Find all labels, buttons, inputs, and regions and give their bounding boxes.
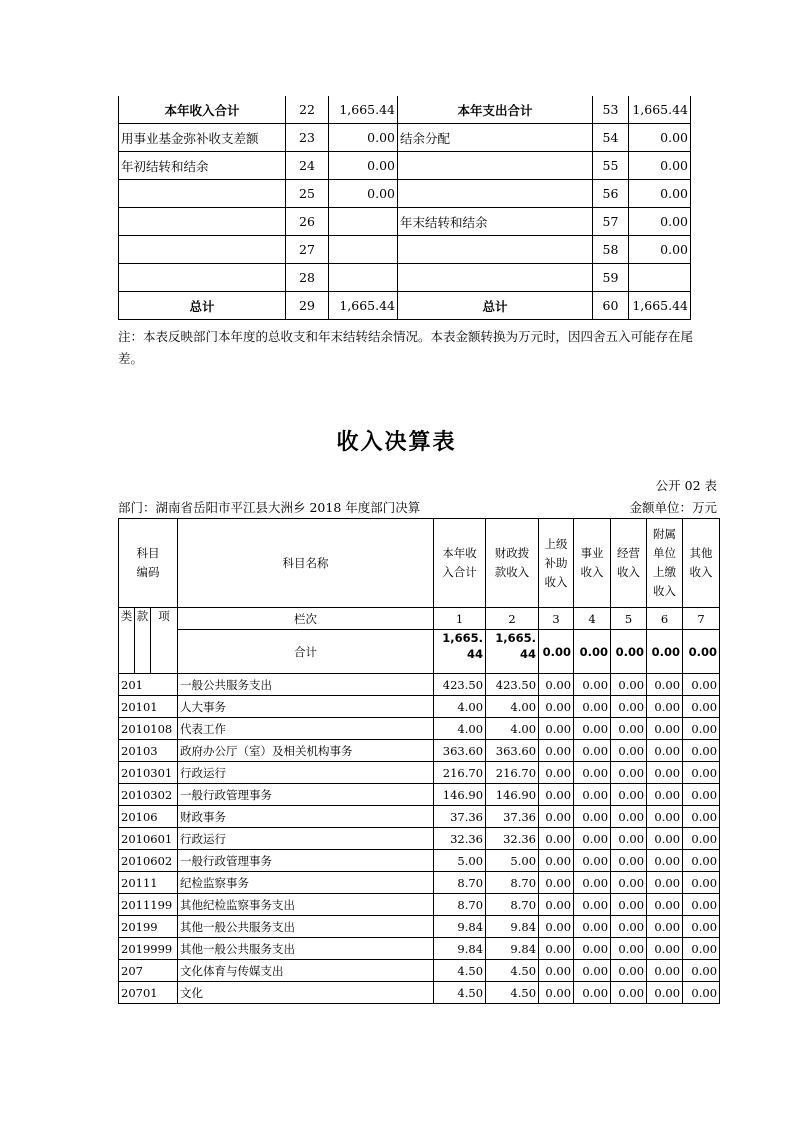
amount-cell: 0.00 bbox=[611, 982, 647, 1004]
amount-cell: 0.00 bbox=[647, 718, 683, 740]
expense-item bbox=[398, 180, 593, 208]
income-item: 本年收入合计 bbox=[119, 96, 286, 124]
col-num: 5 bbox=[611, 608, 647, 630]
header-col-5: 经营收入 bbox=[611, 519, 647, 608]
amount-cell: 0.00 bbox=[611, 696, 647, 718]
amount-cell: 0.00 bbox=[574, 762, 611, 784]
amount-cell: 0.00 bbox=[683, 718, 720, 740]
amount-cell: 4.00 bbox=[434, 718, 486, 740]
expense-item bbox=[398, 264, 593, 292]
amount-cell: 0.00 bbox=[647, 850, 683, 872]
amount-cell: 0.00 bbox=[574, 894, 611, 916]
summary-note: 注：本表反映部门本年度的总收支和年末结转结余情况。本表金额转换为万元时，因四舍五入可能存在尾差。 bbox=[118, 329, 694, 366]
form-number: 公开 02 表 bbox=[655, 478, 717, 493]
amount-cell: 0.00 bbox=[539, 894, 574, 916]
line-number: 24 bbox=[286, 152, 329, 180]
subject-name: 文化体育与传媒支出 bbox=[178, 960, 434, 982]
table-row bbox=[119, 718, 720, 740]
amount-cell: 0.00 bbox=[683, 696, 720, 718]
table-row bbox=[119, 740, 720, 762]
line-number: 55 bbox=[593, 152, 629, 180]
amount-cell: 0.00 bbox=[539, 982, 574, 1004]
amount-cell: 216.70 bbox=[486, 762, 539, 784]
subject-code: 2010602 bbox=[119, 850, 178, 872]
amount-cell: 4.00 bbox=[486, 718, 539, 740]
subject-name: 一般行政管理事务 bbox=[178, 784, 434, 806]
table-row bbox=[119, 784, 720, 806]
amount-cell: 0.00 bbox=[539, 762, 574, 784]
amount-cell: 0.00 bbox=[574, 938, 611, 960]
amount-cell: 5.00 bbox=[434, 850, 486, 872]
expense-value: 0.00 bbox=[629, 208, 691, 236]
subject-code: 207 bbox=[119, 960, 178, 982]
subject-name: 一般行政管理事务 bbox=[178, 850, 434, 872]
header-xiang: 项 bbox=[151, 608, 178, 674]
amount-cell: 0.00 bbox=[611, 674, 647, 696]
expense-value: 1,665.44 bbox=[629, 96, 691, 124]
amount-cell: 37.36 bbox=[486, 806, 539, 828]
header-lanci: 栏次 bbox=[178, 608, 434, 630]
subject-code: 20101 bbox=[119, 696, 178, 718]
amount-cell: 0.00 bbox=[647, 916, 683, 938]
header-col-6: 附属单位上缴收入 bbox=[647, 519, 683, 608]
col-num: 7 bbox=[683, 608, 720, 630]
summary-row bbox=[119, 180, 691, 208]
amount-cell: 0.00 bbox=[683, 982, 720, 1004]
income-value: 0.00 bbox=[329, 152, 398, 180]
subject-code: 20103 bbox=[119, 740, 178, 762]
line-number: 25 bbox=[286, 180, 329, 208]
amount-cell: 0.00 bbox=[611, 872, 647, 894]
subject-name: 政府办公厅（室）及相关机构事务 bbox=[178, 740, 434, 762]
amount-cell: 216.70 bbox=[434, 762, 486, 784]
header-col-7: 其他收入 bbox=[683, 519, 720, 608]
expense-value: 1,665.44 bbox=[629, 292, 691, 320]
amount-cell: 0.00 bbox=[683, 938, 720, 960]
line-number: 56 bbox=[593, 180, 629, 208]
amount-cell: 0.00 bbox=[647, 828, 683, 850]
amount-cell: 0.00 bbox=[611, 894, 647, 916]
total-value: 0.00 bbox=[647, 630, 683, 674]
line-number: 23 bbox=[286, 124, 329, 152]
amount-cell: 0.00 bbox=[611, 938, 647, 960]
expense-value: 0.00 bbox=[629, 236, 691, 264]
amount-cell: 4.50 bbox=[486, 982, 539, 1004]
subject-code: 201 bbox=[119, 674, 178, 696]
table-row bbox=[119, 828, 720, 850]
amount-cell: 0.00 bbox=[683, 762, 720, 784]
amount-cell: 32.36 bbox=[434, 828, 486, 850]
summary-row bbox=[119, 208, 691, 236]
summary-table bbox=[118, 96, 691, 320]
amount-cell: 0.00 bbox=[574, 740, 611, 762]
subject-code: 2019999 bbox=[119, 938, 178, 960]
line-number: 58 bbox=[593, 236, 629, 264]
income-item bbox=[119, 264, 286, 292]
amount-cell: 0.00 bbox=[574, 784, 611, 806]
amount-cell: 0.00 bbox=[574, 960, 611, 982]
summary-row bbox=[119, 152, 691, 180]
amount-cell: 8.70 bbox=[486, 894, 539, 916]
amount-cell: 0.00 bbox=[539, 784, 574, 806]
amount-cell: 0.00 bbox=[647, 674, 683, 696]
expense-value bbox=[629, 264, 691, 292]
amount-cell: 0.00 bbox=[539, 872, 574, 894]
amount-cell: 363.60 bbox=[434, 740, 486, 762]
income-table bbox=[118, 518, 720, 1004]
income-value: 1,665.44 bbox=[329, 292, 398, 320]
subject-code: 2011199 bbox=[119, 894, 178, 916]
header-col-3: 上级补助收入 bbox=[539, 519, 574, 608]
amount-cell: 0.00 bbox=[611, 762, 647, 784]
subject-name: 纪检监察事务 bbox=[178, 872, 434, 894]
summary-row bbox=[119, 96, 691, 124]
table-row bbox=[119, 872, 720, 894]
subject-name: 文化 bbox=[178, 982, 434, 1004]
amount-cell: 0.00 bbox=[539, 718, 574, 740]
amount-cell: 0.00 bbox=[574, 850, 611, 872]
line-number: 57 bbox=[593, 208, 629, 236]
subject-name: 代表工作 bbox=[178, 718, 434, 740]
subject-name: 一般公共服务支出 bbox=[178, 674, 434, 696]
subject-name: 其他一般公共服务支出 bbox=[178, 916, 434, 938]
amount-cell: 0.00 bbox=[683, 850, 720, 872]
amount-cell: 4.50 bbox=[486, 960, 539, 982]
header-col-2: 财政拨款收入 bbox=[486, 519, 539, 608]
table-row bbox=[119, 806, 720, 828]
amount-cell: 363.60 bbox=[486, 740, 539, 762]
amount-cell: 423.50 bbox=[434, 674, 486, 696]
income-item bbox=[119, 208, 286, 236]
subject-name: 其他纪检监察事务支出 bbox=[178, 894, 434, 916]
amount-cell: 8.70 bbox=[486, 872, 539, 894]
col-num: 3 bbox=[539, 608, 574, 630]
page-title: 收入决算表 bbox=[336, 430, 457, 455]
income-value bbox=[329, 264, 398, 292]
subject-code: 20111 bbox=[119, 872, 178, 894]
amount-cell: 0.00 bbox=[611, 828, 647, 850]
amount-cell: 0.00 bbox=[647, 872, 683, 894]
total-value: 0.00 bbox=[539, 630, 574, 674]
income-value: 0.00 bbox=[329, 180, 398, 208]
amount-cell: 0.00 bbox=[539, 938, 574, 960]
subject-code: 2010108 bbox=[119, 718, 178, 740]
income-item: 总计 bbox=[119, 292, 286, 320]
amount-cell: 0.00 bbox=[611, 806, 647, 828]
col-num: 1 bbox=[434, 608, 486, 630]
expense-item bbox=[398, 152, 593, 180]
amount-cell: 0.00 bbox=[647, 960, 683, 982]
amount-cell: 4.00 bbox=[486, 696, 539, 718]
amount-cell: 0.00 bbox=[539, 828, 574, 850]
header-lei: 类 bbox=[119, 608, 135, 674]
unit-label: 金额单位：万元 bbox=[629, 500, 717, 515]
summary-row bbox=[119, 264, 691, 292]
amount-cell: 0.00 bbox=[611, 740, 647, 762]
subject-name: 行政运行 bbox=[178, 828, 434, 850]
expense-item: 总计 bbox=[398, 292, 593, 320]
amount-cell: 0.00 bbox=[683, 828, 720, 850]
amount-cell: 9.84 bbox=[486, 916, 539, 938]
amount-cell: 0.00 bbox=[611, 850, 647, 872]
amount-cell: 0.00 bbox=[539, 674, 574, 696]
amount-cell: 0.00 bbox=[539, 916, 574, 938]
table-row bbox=[119, 960, 720, 982]
table-row bbox=[119, 938, 720, 960]
line-number: 28 bbox=[286, 264, 329, 292]
amount-cell: 0.00 bbox=[574, 872, 611, 894]
subject-code: 20199 bbox=[119, 916, 178, 938]
income-item bbox=[119, 236, 286, 264]
subject-name: 人大事务 bbox=[178, 696, 434, 718]
amount-cell: 423.50 bbox=[486, 674, 539, 696]
subject-code: 2010301 bbox=[119, 762, 178, 784]
table-row bbox=[119, 696, 720, 718]
header-code: 科目编码 bbox=[119, 519, 178, 608]
header-name: 科目名称 bbox=[178, 519, 434, 608]
subject-name: 其他一般公共服务支出 bbox=[178, 938, 434, 960]
expense-value: 0.00 bbox=[629, 152, 691, 180]
amount-cell: 9.84 bbox=[434, 916, 486, 938]
amount-cell: 0.00 bbox=[683, 740, 720, 762]
amount-cell: 0.00 bbox=[611, 960, 647, 982]
subject-name: 行政运行 bbox=[178, 762, 434, 784]
line-number: 60 bbox=[593, 292, 629, 320]
amount-cell: 32.36 bbox=[486, 828, 539, 850]
income-value: 1,665.44 bbox=[329, 96, 398, 124]
table-row bbox=[119, 982, 720, 1004]
amount-cell: 0.00 bbox=[574, 982, 611, 1004]
income-item bbox=[119, 180, 286, 208]
table-row bbox=[119, 674, 720, 696]
expense-item: 年末结转和结余 bbox=[398, 208, 593, 236]
summary-row bbox=[119, 124, 691, 152]
amount-cell: 0.00 bbox=[683, 674, 720, 696]
amount-cell: 4.50 bbox=[434, 960, 486, 982]
amount-cell: 0.00 bbox=[683, 806, 720, 828]
amount-cell: 0.00 bbox=[574, 696, 611, 718]
total-value: 0.00 bbox=[574, 630, 611, 674]
table-row bbox=[119, 850, 720, 872]
amount-cell: 146.90 bbox=[486, 784, 539, 806]
amount-cell: 0.00 bbox=[574, 674, 611, 696]
line-number: 59 bbox=[593, 264, 629, 292]
col-num: 2 bbox=[486, 608, 539, 630]
line-number: 54 bbox=[593, 124, 629, 152]
expense-item: 结余分配 bbox=[398, 124, 593, 152]
department-label: 部门：湖南省岳阳市平江县大洲乡 2018 年度部门决算 bbox=[118, 500, 421, 515]
subject-code: 2010601 bbox=[119, 828, 178, 850]
line-number: 26 bbox=[286, 208, 329, 236]
header-col-1: 本年收入合计 bbox=[434, 519, 486, 608]
amount-cell: 0.00 bbox=[574, 806, 611, 828]
line-number: 29 bbox=[286, 292, 329, 320]
income-item: 用事业基金弥补收支差额 bbox=[119, 124, 286, 152]
amount-cell: 4.00 bbox=[434, 696, 486, 718]
amount-cell: 0.00 bbox=[539, 806, 574, 828]
col-num: 4 bbox=[574, 608, 611, 630]
expense-item: 本年支出合计 bbox=[398, 96, 593, 124]
subject-name: 财政事务 bbox=[178, 806, 434, 828]
income-value bbox=[329, 208, 398, 236]
amount-cell: 0.00 bbox=[647, 784, 683, 806]
amount-cell: 0.00 bbox=[683, 960, 720, 982]
income-value bbox=[329, 236, 398, 264]
amount-cell: 0.00 bbox=[611, 916, 647, 938]
income-value: 0.00 bbox=[329, 124, 398, 152]
amount-cell: 0.00 bbox=[574, 718, 611, 740]
amount-cell: 0.00 bbox=[683, 894, 720, 916]
amount-cell: 37.36 bbox=[434, 806, 486, 828]
amount-cell: 0.00 bbox=[539, 850, 574, 872]
amount-cell: 0.00 bbox=[611, 718, 647, 740]
total-value: 0.00 bbox=[611, 630, 647, 674]
expense-value: 0.00 bbox=[629, 124, 691, 152]
amount-cell: 9.84 bbox=[434, 938, 486, 960]
summary-row bbox=[119, 292, 691, 320]
amount-cell: 0.00 bbox=[539, 740, 574, 762]
amount-cell: 9.84 bbox=[486, 938, 539, 960]
amount-cell: 0.00 bbox=[683, 916, 720, 938]
amount-cell: 0.00 bbox=[647, 696, 683, 718]
amount-cell: 0.00 bbox=[647, 894, 683, 916]
col-num: 6 bbox=[647, 608, 683, 630]
total-label: 合计 bbox=[178, 630, 434, 674]
amount-cell: 0.00 bbox=[647, 762, 683, 784]
amount-cell: 0.00 bbox=[647, 740, 683, 762]
income-item: 年初结转和结余 bbox=[119, 152, 286, 180]
table-row bbox=[119, 894, 720, 916]
amount-cell: 0.00 bbox=[683, 784, 720, 806]
expense-item bbox=[398, 236, 593, 264]
expense-value: 0.00 bbox=[629, 180, 691, 208]
summary-row bbox=[119, 236, 691, 264]
total-value: 1,665.44 bbox=[486, 630, 539, 674]
amount-cell: 8.70 bbox=[434, 894, 486, 916]
total-value: 0.00 bbox=[683, 630, 720, 674]
amount-cell: 146.90 bbox=[434, 784, 486, 806]
line-number: 27 bbox=[286, 236, 329, 264]
total-value: 1,665.44 bbox=[434, 630, 486, 674]
line-number: 22 bbox=[286, 96, 329, 124]
header-kuan: 款 bbox=[135, 608, 151, 674]
amount-cell: 0.00 bbox=[611, 784, 647, 806]
subject-code: 20106 bbox=[119, 806, 178, 828]
table-row bbox=[119, 762, 720, 784]
amount-cell: 0.00 bbox=[539, 960, 574, 982]
amount-cell: 0.00 bbox=[539, 696, 574, 718]
header-col-4: 事业收入 bbox=[574, 519, 611, 608]
amount-cell: 5.00 bbox=[486, 850, 539, 872]
amount-cell: 0.00 bbox=[574, 828, 611, 850]
amount-cell: 4.50 bbox=[434, 982, 486, 1004]
amount-cell: 0.00 bbox=[647, 938, 683, 960]
table-row bbox=[119, 916, 720, 938]
amount-cell: 0.00 bbox=[683, 872, 720, 894]
subject-code: 2010302 bbox=[119, 784, 178, 806]
subject-code: 20701 bbox=[119, 982, 178, 1004]
amount-cell: 8.70 bbox=[434, 872, 486, 894]
amount-cell: 0.00 bbox=[647, 806, 683, 828]
amount-cell: 0.00 bbox=[574, 916, 611, 938]
line-number: 53 bbox=[593, 96, 629, 124]
amount-cell: 0.00 bbox=[647, 982, 683, 1004]
